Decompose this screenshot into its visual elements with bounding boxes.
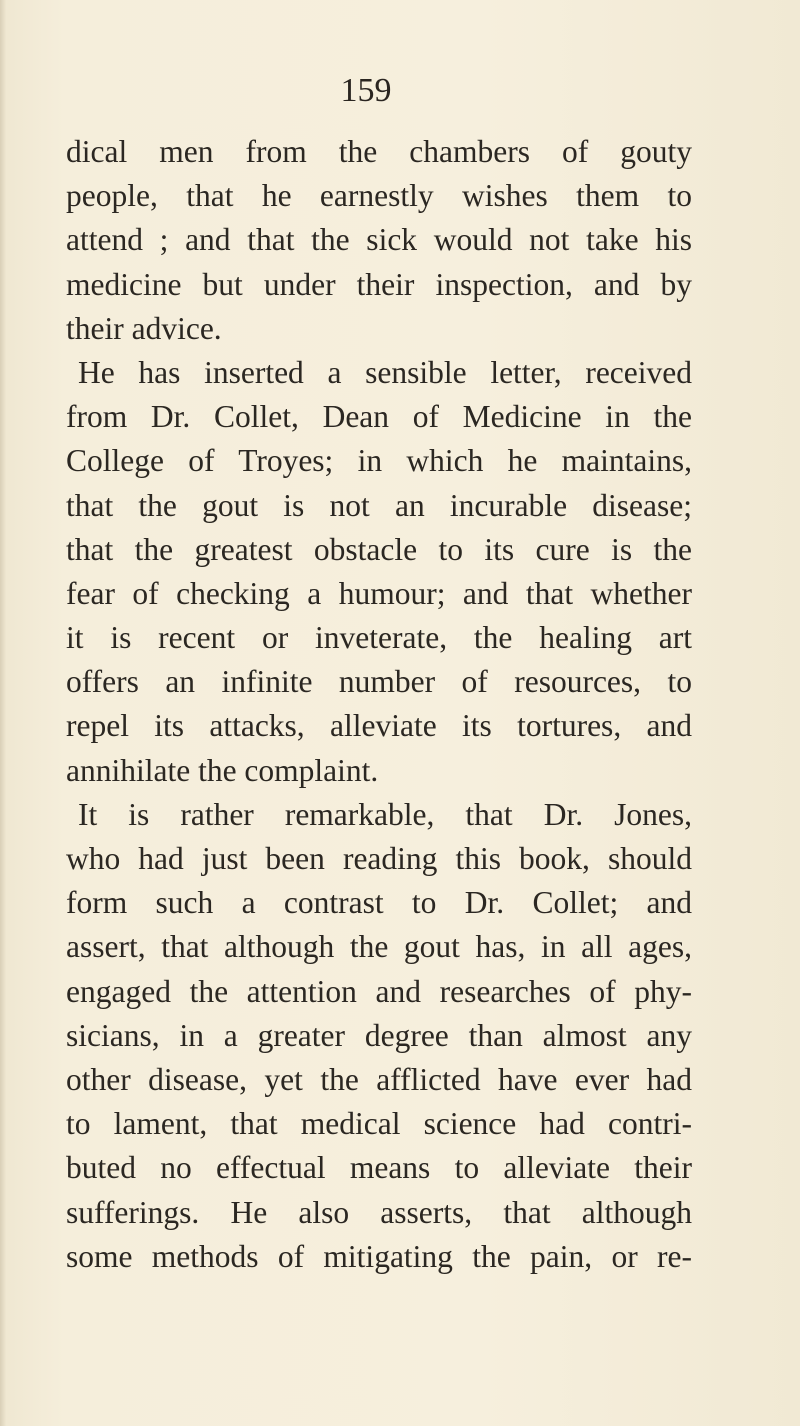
text-line: repel its attacks, alleviate its tortures, and: [66, 708, 692, 744]
text-line: offers an infinite number of resources, to: [66, 664, 692, 700]
text-line: it is recent or inveterate, the healing art: [66, 620, 692, 656]
text-line: their advice.: [66, 310, 222, 346]
text-line: College of Troyes; in which he maintains,: [66, 443, 692, 479]
text-line: to lament, that medical science had contri-: [66, 1106, 692, 1142]
text-line: other disease, yet the afflicted have ever had: [66, 1061, 692, 1097]
text-line: annihilate the complaint.: [66, 752, 379, 788]
page-edge: [0, 0, 6, 1426]
text-line: fear of checking a humour; and that whether: [66, 575, 692, 611]
text-line: people, that he earnestly wishes them to: [66, 178, 692, 214]
text-line: He has inserted a sensible letter, received: [78, 354, 692, 390]
text-line: form such a contrast to Dr. Collet; and: [66, 885, 692, 921]
text-line: sicians, in a greater degree than almost any: [66, 1017, 692, 1053]
text-line: It is rather remarkable, that Dr. Jones,: [78, 796, 692, 832]
text-line: buted no effectual means to alleviate their: [66, 1150, 692, 1186]
text-line: sufferings. He also asserts, that although: [66, 1194, 692, 1230]
text-line: that the greatest obstacle to its cure is the: [66, 531, 692, 567]
text-line: some methods of mitigating the pain, or re-: [66, 1238, 692, 1274]
text-line: medicine but under their inspection, and by: [66, 266, 692, 302]
page-number: 159: [340, 72, 392, 109]
text-line: who had just been reading this book, should: [66, 841, 692, 876]
body-text: [66, 130, 692, 1279]
text-line: assert, that although the gout has, in all ages,: [66, 929, 692, 965]
text-line: dical men from the chambers of gouty: [66, 134, 692, 169]
text-line: engaged the attention and researches of phy-: [66, 973, 692, 1009]
text-line: that the gout is not an incurable disease;: [66, 487, 692, 523]
text-line: from Dr. Collet, Dean of Medicine in the: [66, 399, 692, 435]
text-line: attend ; and that the sick would not take his: [66, 222, 692, 258]
